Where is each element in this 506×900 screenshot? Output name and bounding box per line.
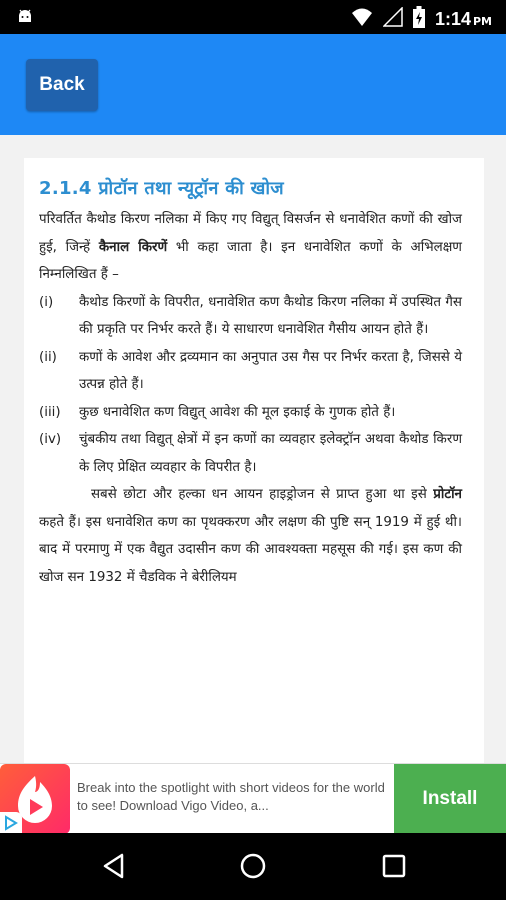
proton-text-end: कहते हैं। इस धनावेशित कण का पृथक्करण और लक्षण की पुष्टि सन् 1919 में हुई थी। बाद में परमाणु में एक वैद्युत उदासीन कण की आवश्यक्ता महसूस की गई। इस कण की खोज सन 1932 में चैडविक ने बेरीलियम bbox=[39, 514, 462, 585]
install-button[interactable]: Install bbox=[394, 764, 506, 834]
proton-term: प्रोटॉन bbox=[433, 487, 462, 502]
proton-paragraph bbox=[39, 481, 462, 591]
section-heading: 2.1.4 प्रोटॉन तथा न्यूट्रॉन की खोज bbox=[39, 178, 284, 199]
ad-description[interactable]: Break into the spotlight with short videos for the world to see! Download Vigo Video, a... bbox=[77, 780, 385, 813]
home-circle-icon[interactable] bbox=[238, 851, 268, 885]
list-item bbox=[39, 289, 462, 344]
list-item-text: कैथोड किरणों के विपरीत, धनावेशित कण कैथोड किरण नलिका में उपस्थित गैस की प्रकृति पर निर्भर करते हैं। ये साधारण धनावेशित गैसीय आयन होते हैं। bbox=[79, 294, 462, 337]
list-item-text: कणों के आवेश और द्रव्यमान का अनुपात उस गैस पर निर्भर करता है, जिससे ये उत्पन्न होते हैं। bbox=[79, 349, 462, 392]
list-item-number: (iv) bbox=[39, 432, 62, 447]
list-item bbox=[39, 344, 462, 399]
android-icon bbox=[16, 7, 34, 29]
status-icons bbox=[351, 6, 492, 32]
back-button[interactable]: Back bbox=[26, 59, 98, 111]
app-bar bbox=[0, 34, 506, 135]
intro-text-start: परिवर्तित कैथोड किरण नलिका में किए गए विद्युत् विसर्जन से धनावेशित कणों की खोज हुई, जिन्हें bbox=[39, 212, 462, 255]
list-item-text: चुंबकीय तथा विद्युत् क्षेत्रों में इन कणों का व्यवहार इलेक्ट्रॉन अथवा कैथोड किरण के लिए प्रेक्षित व्यवहार के विपरीत है। bbox=[79, 432, 462, 475]
list-item bbox=[39, 426, 462, 481]
intro-paragraph bbox=[39, 206, 462, 289]
adchoices-icon[interactable] bbox=[0, 812, 22, 834]
list-item-text: कुछ धनावेशित कण विद्युत् आवेश की मूल इकाई के गुणक होते हैं। bbox=[79, 404, 396, 420]
wifi-icon bbox=[351, 7, 373, 31]
ad-banner[interactable] bbox=[0, 763, 506, 833]
list-item bbox=[39, 399, 462, 427]
canal-rays-term: कैनाल किरणें bbox=[98, 239, 168, 255]
list-item-number: (ii) bbox=[39, 349, 57, 365]
status-bar bbox=[0, 0, 506, 34]
back-triangle-icon[interactable] bbox=[100, 851, 130, 885]
navigation-bar bbox=[0, 833, 506, 900]
list-item-number: (i) bbox=[39, 294, 54, 310]
clock-time: 1:14 bbox=[434, 8, 471, 29]
clock-ampm: PM bbox=[472, 14, 492, 28]
signal-icon bbox=[383, 7, 403, 31]
list-item-number: (iii) bbox=[39, 404, 61, 420]
recents-square-icon[interactable] bbox=[379, 851, 409, 885]
battery-charging-icon bbox=[413, 6, 425, 32]
article-page[interactable] bbox=[24, 158, 484, 763]
proton-text-start: सबसे छोटा और हल्का धन आयन हाइड्रोजन से प्राप्त हुआ था इसे bbox=[91, 487, 434, 502]
intro-text-end: भी कहा जाता है। इन धनावेशित कणों के अभिलक्षण निम्नलिखित हैं – bbox=[39, 239, 462, 282]
